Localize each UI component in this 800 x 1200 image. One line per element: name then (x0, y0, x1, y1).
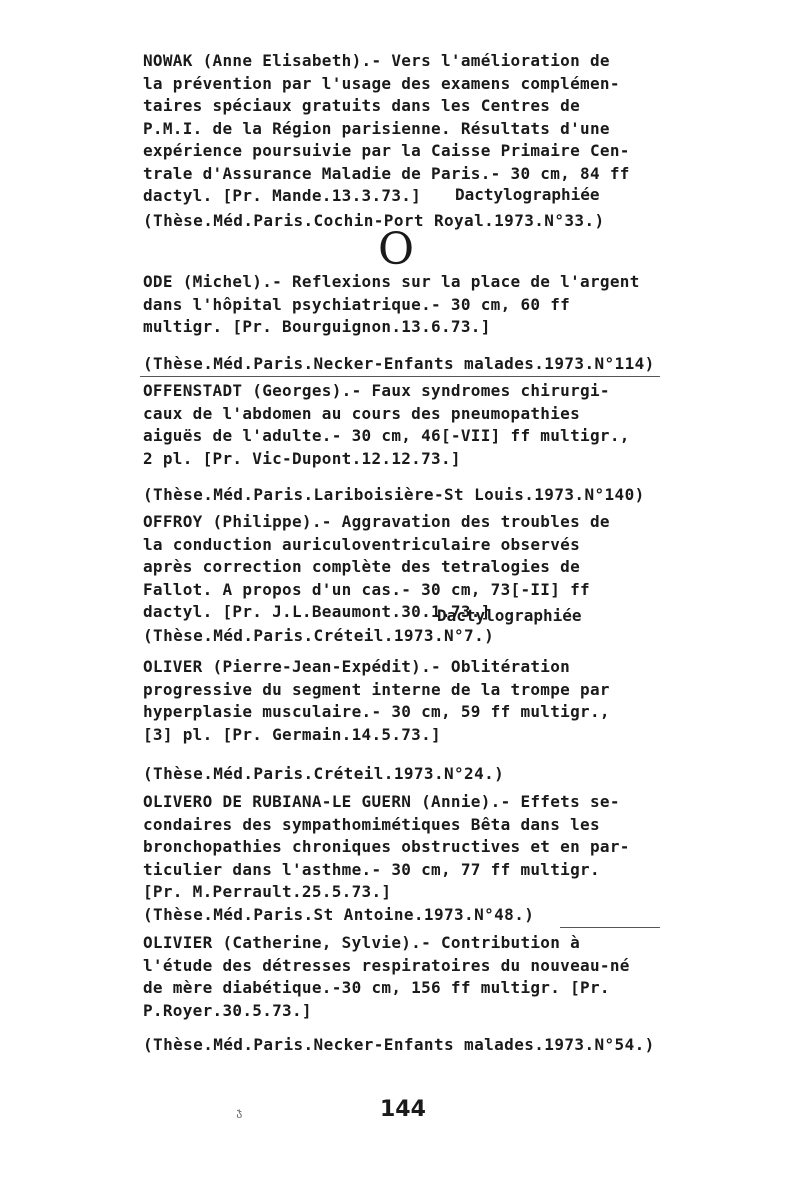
entry-line: la conduction auriculoventriculaire observés (143, 534, 581, 554)
entry-line: P.M.I. de la Région parisienne. Résultats d'une (143, 118, 610, 138)
bibliography-entry (143, 791, 663, 904)
thesis-citation: (Thèse.Méd.Paris.Créteil.1973.N°24.) (143, 764, 505, 783)
entry-line: P.Royer.30.5.73.] (143, 1000, 312, 1020)
bibliography-entry (143, 271, 663, 339)
divider-rule (140, 376, 660, 377)
entry-line: après correction complète des tetralogies de (143, 557, 581, 576)
entry-line: bronchopathies chroniques obstructives et en par- (143, 837, 630, 856)
entry-line: expérience poursuivie par la Caisse Primaire Cen- (143, 141, 630, 160)
entry-line: l'étude des détresses respiratoires du nouveau-né (143, 955, 630, 975)
entry-line: dans l'hôpital psychiatrique.- 30 cm, 60 ff (143, 294, 571, 314)
entry-line: taires spéciaux gratuits dans les Centres de (143, 96, 581, 115)
page-number: 144 (380, 1097, 426, 1122)
entry-line: OLIVER (Pierre-Jean-Expédit).- Oblitération (143, 657, 571, 676)
entry-line: la prévention par l'usage des examens complémen- (143, 73, 620, 93)
thesis-citation: (Thèse.Méd.Paris.Créteil.1973.N°7.) (143, 626, 495, 645)
entry-line: OLIVERO DE RUBIANA-LE GUERN (Annie).- Effets se- (143, 792, 620, 811)
entry-line: NOWAK (Anne Elisabeth).- Vers l'amélioration de (143, 51, 610, 70)
bibliography-entry (143, 932, 663, 1022)
entry-line: dactyl. [Pr. J.L.Beaumont.30.1.73.] (143, 602, 491, 621)
thesis-citation: (Thèse.Méd.Paris.St Antoine.1973.N°48.) (143, 905, 535, 924)
entry-line: caux de l'abdomen au cours des pneumopathies (143, 403, 581, 423)
thesis-citation: (Thèse.Méd.Paris.Necker-Enfants malades.1973.N°114) (143, 354, 655, 373)
entry-line: trale d'Assurance Maladie de Paris.- 30 cm, 84 ff (143, 163, 630, 183)
margin-mark: ჯ (236, 1106, 243, 1119)
entry-line: ODE (Michel).- Reflexions sur la place de l'argent (143, 272, 640, 291)
entry-line: hyperplasie musculaire.- 30 cm, 59 ff multigr., (143, 702, 610, 721)
thesis-citation: (Thèse.Méd.Paris.Cochin-Port Royal.1973.N°33.) (143, 211, 605, 230)
thesis-citation: (Thèse.Méd.Paris.Lariboisière-St Louis.1973.N°140) (143, 485, 645, 504)
entry-line: [3] pl. [Pr. Germain.14.5.73.] (143, 724, 441, 744)
thesis-citation: (Thèse.Méd.Paris.Necker-Enfants malades.1973.N°54.) (143, 1035, 655, 1054)
entry-line: 2 pl. [Pr. Vic-Dupont.12.12.73.] (143, 448, 461, 468)
entry-line: progressive du segment interne de la trompe par (143, 679, 610, 699)
entry-line: OFFROY (Philippe).- Aggravation des troubles de (143, 512, 610, 531)
entry-line: dactyl. [Pr. Mande.13.3.73.] (143, 186, 422, 205)
entry-line: condaires des sympathomimétiques Bêta dans les (143, 814, 600, 834)
entry-line: [Pr. M.Perrault.25.5.73.] (143, 882, 392, 901)
entry-line: OLIVIER (Catherine, Sylvie).- Contribution à (143, 933, 581, 952)
typescript-stamp: Dactylographiée (455, 185, 600, 204)
divider-rule (560, 927, 660, 928)
entry-line: ticulier dans l'asthme.- 30 cm, 77 ff multigr. (143, 859, 600, 879)
entry-line: multigr. [Pr. Bourguignon.13.6.73.] (143, 317, 491, 336)
typescript-stamp: Dactylographiée (437, 606, 582, 625)
bibliography-entry (143, 511, 663, 624)
entry-line: de mère diabétique.-30 cm, 156 ff multigr. [Pr. (143, 978, 610, 997)
section-letter: O (378, 224, 415, 275)
bibliography-entry (143, 656, 663, 746)
bibliography-entry (143, 380, 663, 470)
bibliography-entry (143, 50, 663, 208)
entry-line: aiguës de l'adulte.- 30 cm, 46[-VII] ff multigr., (143, 426, 630, 445)
entry-line: Fallot. A propos d'un cas.- 30 cm, 73[-II] ff (143, 579, 590, 599)
entry-line: OFFENSTADT (Georges).- Faux syndromes chirurgi- (143, 381, 610, 400)
